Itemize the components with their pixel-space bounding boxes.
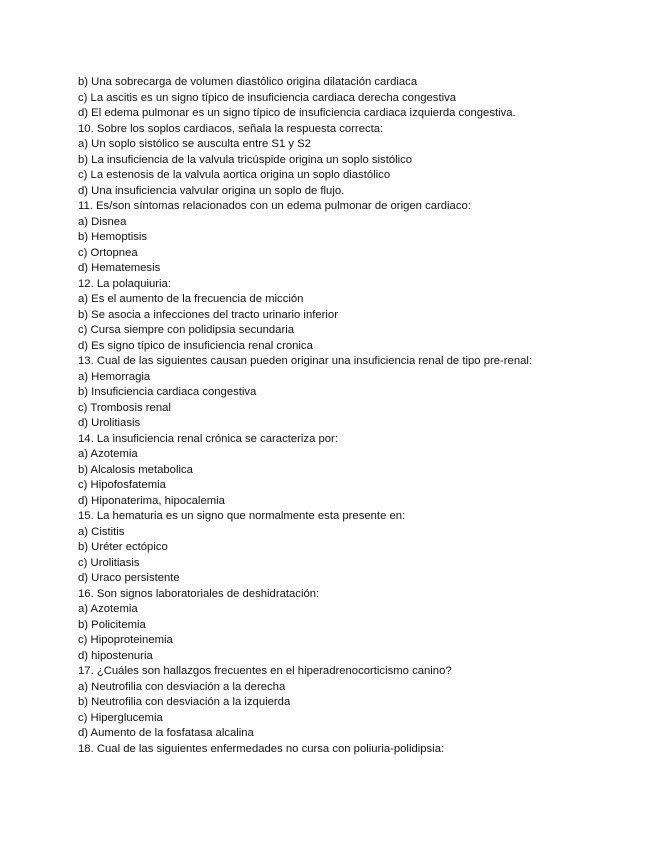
answer-option: b) Uréter ectópico xyxy=(78,541,168,553)
answer-option: c) Hiperglucemia xyxy=(78,711,163,724)
question-18: 18. Cual de las siguientes enfermedades no cursa con poliuria-polidipsia: xyxy=(78,742,445,755)
answer-option: a) Cistitis xyxy=(78,525,125,538)
answer-option: a) Neutrofilia con desviación a la derecha xyxy=(78,680,286,693)
answer-option: b) Policitemia xyxy=(78,618,146,631)
answer-option: c) Cursa siempre con polidipsia secundaria xyxy=(78,324,294,336)
answer-option: a) Azotemia xyxy=(78,448,138,460)
question-12: 12. La polaquiuria: xyxy=(78,277,171,290)
answer-option: c) Ortopnea xyxy=(78,246,138,259)
answer-option: c) Hipoproteinemia xyxy=(78,634,173,646)
answer-option: a) Un soplo sistólico se ausculta entre S1 y S2 xyxy=(78,138,311,150)
answer-option: d) Una insuficiencia valvular origina un soplo de flujo. xyxy=(78,184,345,197)
question-13: 13. Cual de las siguientes causan pueden originar una insuficiencia renal de tipo pre-renal: xyxy=(78,355,533,367)
question-15: 15. La hematuria es un signo que normalmente esta presente en: xyxy=(78,510,406,522)
answer-option: d) hipostenuria xyxy=(78,649,153,662)
answer-option: b) La insuficiencia de la valvula tricúspide origina un soplo sistólico xyxy=(78,153,413,166)
answer-option: b) Hemoptisis xyxy=(78,231,148,243)
question-17: 17. ¿Cuáles son hallazgos frecuentes en el hiperadrenocorticismo canino? xyxy=(78,665,452,677)
question-11: 11. Es/son síntomas relacionados con un edema pulmonar de origen cardiaco: xyxy=(78,200,471,212)
answer-option: a) Azotemia xyxy=(78,603,138,615)
question-16: 16. Son signos laboratoriales de deshidratación: xyxy=(78,587,320,600)
answer-option: c) Hipofosfatemia xyxy=(78,479,166,491)
answer-option: d) Es signo típico de insuficiencia renal cronica xyxy=(78,339,313,352)
answer-option: d) Uraco persistente xyxy=(78,572,180,584)
text-line: d) El edema pulmonar es un signo típico de insuficiencia cardiaca izquierda congestiva. xyxy=(78,107,516,119)
answer-option: d) Aumento de la fosfatasa alcalina xyxy=(78,727,254,739)
answer-option: d) Urolitiasis xyxy=(78,417,141,429)
answer-option: a) Hemorragia xyxy=(78,370,151,383)
answer-option: b) Se asocia a infecciones del tracto urinario inferior xyxy=(78,308,338,321)
document-text-body xyxy=(78,75,638,757)
question-10: 10. Sobre los soplos cardiacos, señala la respuesta correcta: xyxy=(78,122,384,135)
text-line: b) Una sobrecarga de volumen diastólico origina dilatación cardiaca xyxy=(78,76,418,88)
answer-option: b) Insuficiencia cardiaca congestiva xyxy=(78,386,257,398)
answer-option: d) Hiponaterima, hipocalemia xyxy=(78,494,225,507)
answer-option: b) Alcalosis metabolica xyxy=(78,463,193,476)
answer-option: c) Urolitiasis xyxy=(78,556,140,569)
answer-option: d) Hematemesis xyxy=(78,262,161,274)
answer-option: c) Trombosis renal xyxy=(78,401,171,414)
answer-option: b) Neutrofilia con desviación a la izquierda xyxy=(78,696,291,708)
question-14: 14. La insuficiencia renal crónica se caracteriza por: xyxy=(78,432,338,445)
answer-option: c) La estenosis de la valvula aortica origina un soplo diastólico xyxy=(78,169,391,181)
answer-option: a) Es el aumento de la frecuencia de micción xyxy=(78,293,304,305)
text-line: c) La ascitis es un signo típico de insuficiencia cardiaca derecha congestiva xyxy=(78,91,457,104)
answer-option: a) Disnea xyxy=(78,215,127,228)
